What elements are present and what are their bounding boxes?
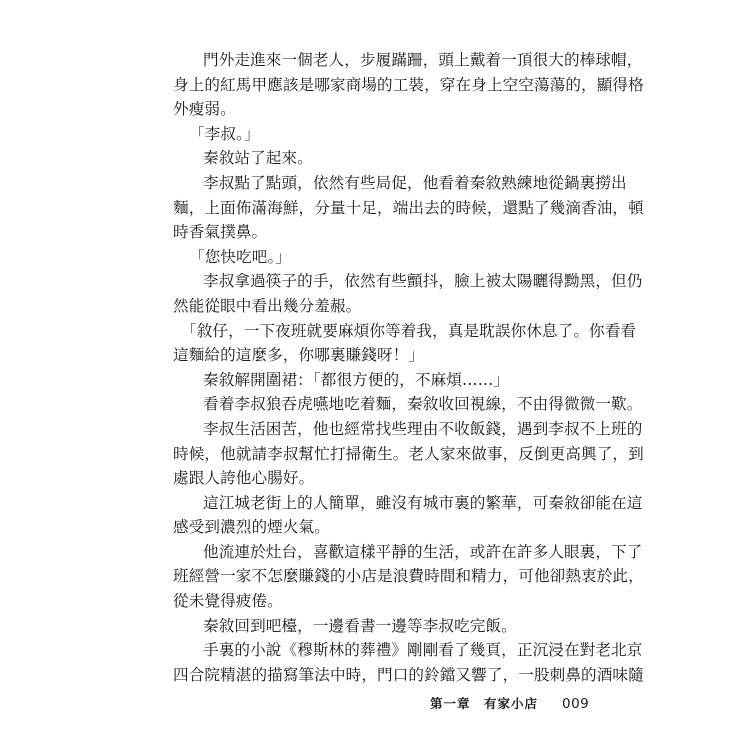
dialogue-line: 「您快吃吧。」	[189, 247, 292, 266]
text-line: 秦敘站了起來。	[203, 149, 313, 168]
text-line: 從未覺得疲倦。	[173, 592, 283, 611]
text-line: 李叔點了點頭，依然有些局促，他看着秦敘熟練地從鍋裏撈出	[203, 173, 627, 192]
text-line: 手裏的小說《穆斯林的葬禮》剛剛看了幾頁，正沉浸在對老北京	[203, 641, 643, 660]
text-line: 門外走進來一個老人，步履蹣跚，頭上戴着一頂很大的棒球帽，	[203, 51, 643, 69]
dialogue-line: 「敘仔，一下夜班就要麻煩你等着我，真是耽誤你休息了。你看看	[181, 321, 637, 340]
text-line: 麵，上面佈滿海鮮，分量十足，端出去的時候，還點了幾滴香油，頓	[173, 198, 644, 217]
text-line: 身上的紅馬甲應該是哪家商場的工裝，穿在身上空空蕩蕩的，顯得格	[173, 75, 644, 94]
dialogue-line: 「李叔。」	[189, 124, 260, 143]
text-line: 感受到濃烈的煙火氣。	[173, 518, 330, 537]
chapter-title: 第一章 有家小店	[430, 696, 539, 711]
text-line: 四合院精湛的描寫筆法中時，門口的鈴鐺又響了，一股刺鼻的酒味隨	[173, 665, 644, 684]
text-line: 時候，他就請李叔幫忙打掃衛生。老人家來做事，反倒更高興了，到	[173, 444, 644, 463]
page-footer	[0, 694, 750, 714]
text-line: 時香氣撲鼻。	[173, 223, 268, 242]
text-line: 秦敘解開圍裙：「都很方便的，不麻煩……」	[203, 370, 510, 389]
text-line: 秦敘回到吧檯，一邊看書一邊等李叔吃完飯。	[203, 616, 517, 635]
text-line: 他流連於灶台，喜歡這樣平靜的生活，或許在許多人眼裏，下了	[203, 542, 643, 561]
text-line: 李叔拿過筷子的手，依然有些顫抖，臉上被太陽曬得黝黑，但仍	[203, 272, 643, 291]
text-line: 看着李叔狼吞虎嚥地吃着麵，秦敘收回視線，不由得微微一歎。	[203, 395, 643, 414]
text-line: 外瘦弱。	[173, 100, 236, 119]
body-text	[173, 48, 644, 687]
text-line: 處跟人誇他心腸好。	[173, 469, 315, 488]
text-line: 然能從眼中看出幾分羞赧。	[173, 296, 362, 315]
text-line: 班經營一家不怎麼賺錢的小店是浪費時間和精力，可他卻熱衷於此，	[173, 567, 644, 586]
text-line: 李叔生活困苦，他也經常找些理由不收飯錢，遇到李叔不上班的	[203, 419, 643, 438]
page-number: 009	[562, 696, 590, 712]
text-line: 這江城老街上的人簡單，雖沒有城市裏的繁華，可秦敘卻能在這	[203, 493, 643, 512]
text-line: 這麵給的這麼多，你哪裏賺錢呀！」	[173, 346, 425, 365]
